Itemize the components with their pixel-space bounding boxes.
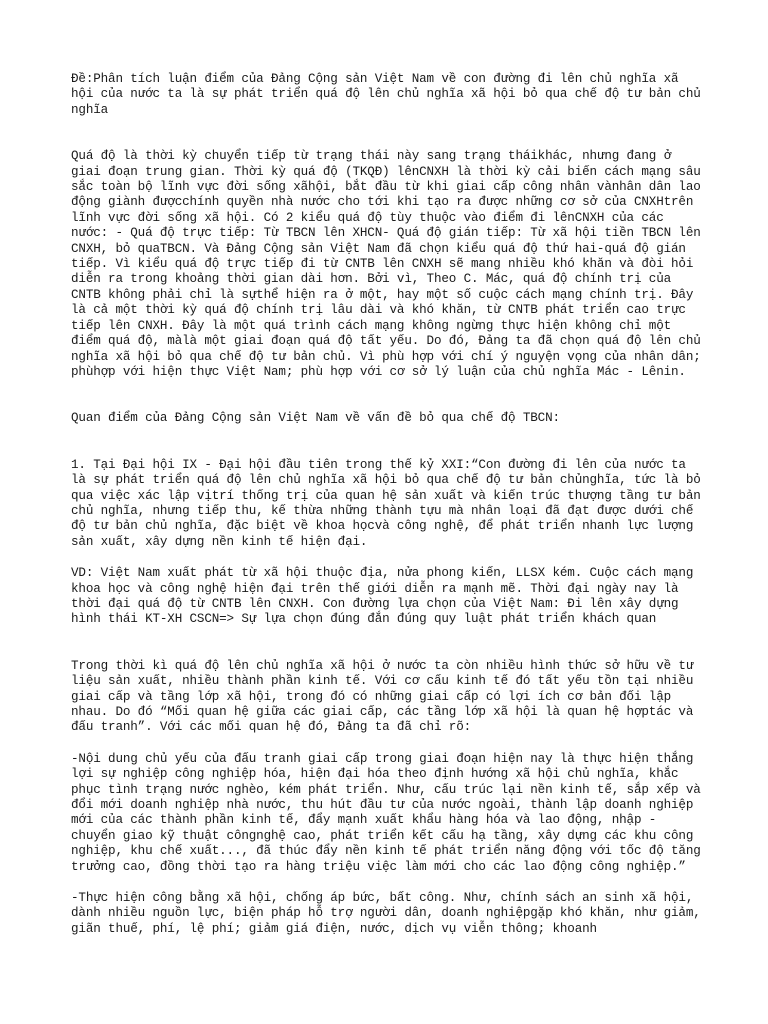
paragraph-social-justice: -Thực hiện công bằng xã hội, chống áp bức, bất công. Như, chính sách an sinh xã hội, dành nhiều nguồn lực, biện pháp hỗ trợ người dân, doanh nghiệpgặp khó khăn, như giảm, giãn thuế, phí, lệ phí; giảm giá điện, nước, dịch vụ viễn thông; khoanh	[71, 891, 701, 936]
paragraph-example-vietnam: VD: Việt Nam xuất phát từ xã hội thuộc địa, nửa phong kiến, LLSX kém. Cuộc cách mạng khoa học và công nghệ hiện đại trên thế giới diễn ra mạnh mẽ. Thời đại ngày nay là thời đại quá độ từ CNTB lên CNXH. Con đường lựa chọn của Việt Nam: Đi lên xây dựng hình thái KT-XH CSCN=> Sự lựa chọn đúng đắn đúng quy luật phát triển khách quan	[71, 566, 694, 627]
paragraph-class-struggle-content: -Nội dung chủ yếu của đấu tranh giai cấp trong giai đoạn hiện nay là thực hiện thắng lợi sự nghiệp công nghiệp hóa, hiện đại hóa theo định hướng xã hội chủ nghĩa, khắc phục tình trạng nước nghèo, kém phát triển. Như, cấu trúc lại nền kinh tế, sắp xếp và đổi mới doanh nghiệp nhà nước, thu hút đầu tư của nước ngoài, thành lập doanh nghiệp mới của các thành phần kinh tế, đẩy mạnh xuất khẩu hàng hóa và lao động, nhập - chuyển giao kỹ thuật côngnghệ cao, phát triển kết cấu hạ tầng, xây dựng các khu công nghiệp, khu chế xuất..., đã thúc đẩy nền kinh tế phát triển năng động với tốc độ tăng trưởng cao, đồng thời tạo ra hàng triệu việc làm mới cho các lao động công nghiệp.”	[71, 751, 701, 874]
paragraph-congress-ix: 1. Tại Đại hội IX - Đại hội đầu tiên trong thế kỷ XXI:“Con đường đi lên của nước ta là sự phát triển quá độ lên chủ nghĩa xã hội bỏ qua chế độ tư bản chủnghĩa, tức là bỏ qua việc xác lập vịtrí thống trị của quan hệ sản xuất và kiến trúc thượng tầng tư bản chủ nghĩa, nhưng tiếp thu, kế thừa những thành tựu mà nhân loại đã đạt được dưới chế độ tư bản chủ nghĩa, đặc biệt về khoa họcvà công nghệ, để phát triển nhanh lực lượng sản xuất, xây dựng nền kinh tế hiện đại.	[71, 457, 701, 549]
paragraph-class-relations: Trong thời kì quá độ lên chủ nghĩa xã hội ở nước ta còn nhiều hình thức sở hữu về tư liệu sản xuất, nhiều thành phần kinh tế. Với cơ cấu kinh tế đó tất yếu tồn tại nhiều giai cấp và tầng lớp xã hội, trong đó có những giai cấp có lợi ích cơ bản đối lập nhau. Do đó “Mối quan hệ giữa các giai cấp, các tầng lớp xã hội là quan hệ hợptác và đấu tranh”. Với các mối quan hệ đó, Đảng ta đã chỉ rõ:	[71, 658, 694, 735]
document-body	[71, 72, 701, 937]
paragraph-party-viewpoint-heading: Quan điểm của Đảng Cộng sản Việt Nam về vấn đề bỏ qua chế độ TBCN:	[71, 411, 560, 426]
paragraph-transition-definition: Quá độ là thời kỳ chuyển tiếp từ trạng thái này sang trạng tháikhác, nhưng đang ở giai đoạn trung gian. Thời kỳ quá độ (TKQĐ) lênCNXH là thời kỳ cải biến cách mạng sâu sắc toàn bộ lĩnh vực đời sống xãhội, bắt đầu từ khi giai cấp công nhân vànhân dân lao động giành đượcchính quyền nhà nước cho tới khi tạo ra được những cơ sở của CNXHtrên lĩnh vực đời sống xã hội. Có 2 kiểu quá độ tùy thuộc vào điểm đi lênCNXH của các nước: - Quá độ trực tiếp: Từ TBCN lên XHCN- Quá độ gián tiếp: Từ xã hội tiền TBCN lên CNXH, bỏ quaTBCN. Và Đảng Cộng sản Việt Nam đã chọn kiểu quá độ thứ hai-quá độ gián tiếp. Vì kiểu quá độ trực tiếp đi từ CNTB lên CNXH sẽ mang nhiều khó khăn và đòi hỏi diễn ra trong khoảng thời gian dài hơn. Bởi vì, Theo C. Mác, quá độ chính trị của CNTB không phải chỉ là sựthể hiện ra ở một, hay một số cuộc cách mạng chính trị. Đây là cả một thời kỳ quá độ chính trị lâu dài và khó khăn, từ CNTB phát triển cao trực tiếp lên CNXH. Đây là một quá trình cách mạng không ngừng thực hiện không chỉ một điểm quá độ, màlà một giai đoạn quá độ tất yếu. Do đó, Đảng ta đã chọn quá độ lên chủ nghĩa xã hội bỏ qua chế độ tư bản chủ. Vì phù hợp với chí ý nguyện vọng của nhân dân; phùhợp với hiện thực Việt Nam; phù hợp với cơ sở lý luận của chủ nghĩa Mác - Lênin.	[71, 149, 701, 379]
document-title: Đề:Phân tích luận điểm của Đảng Cộng sản Việt Nam về con đường đi lên chủ nghĩa xã hội của nước ta là sự phát triển quá độ lên chủ nghĩa xã hội bỏ qua chế độ tư bản chủ nghĩa	[71, 72, 701, 117]
